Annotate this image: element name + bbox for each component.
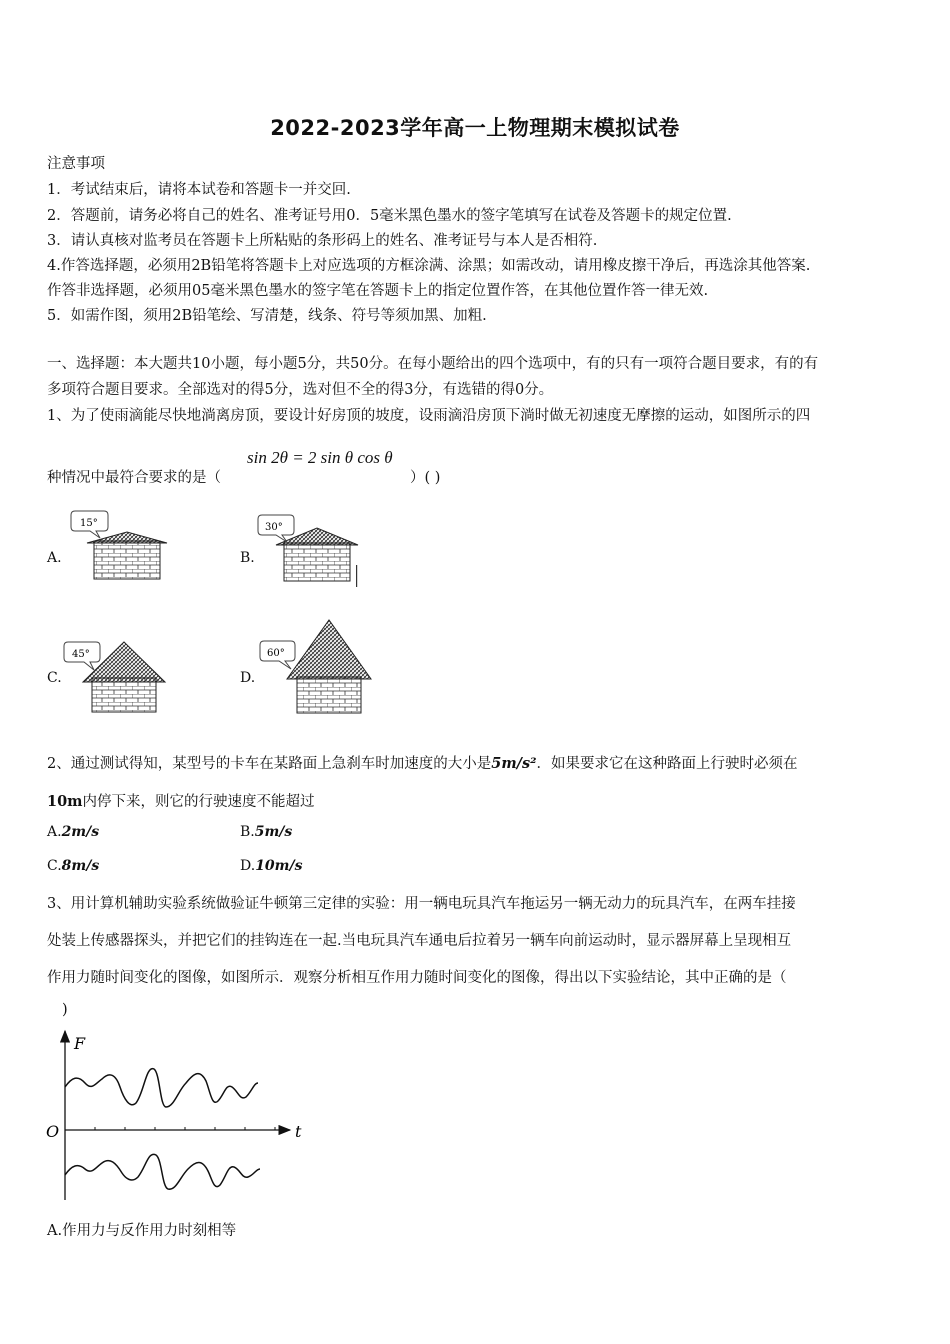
house-60-figure [255,615,380,720]
question-1-text: 1、为了使雨滴能尽快地淌离房顶，要设计好房顶的坡度，设雨滴沿房顶下淌时做无初速度无摩擦的运动，如图所示的四 [47,408,811,424]
question-2-text-pre: 2、通过测试得知，某型号的卡车在某路面上急刹车时加速度的大小是 [47,756,492,772]
q2-option-c-label: C. [47,858,62,874]
origin-label: O [46,1122,60,1141]
force-time-graph [40,1025,310,1210]
angle-60-label: 60° [267,648,285,659]
q2-option-b-value: 5m/s [254,824,293,840]
upper-force-curve [65,1069,258,1107]
page-title: 2022-2023学年高一上物理期末模拟试卷 [270,116,680,140]
q2-option-a-label: A. [47,824,62,840]
question-2-text-post: ．如果要求它在这种路面上行驶时必须在 [536,756,798,772]
house-15-figure [60,505,180,590]
formula: sin 2θ = 2 sin θ cos θ [247,448,393,467]
q2-option-c-value: 8m/s [61,858,100,874]
notice-item: 3．请认真核对监考员在答题卡上所粘贴的条形码上的姓名、准考证号与本人是否相符. [47,233,598,249]
acceleration-value: 5m/s² [491,755,537,772]
question-3-text: 3、用计算机辅助实验系统做验证牛顿第三定律的实验：用一辆电玩具汽车拖运另一辆无动力的玩具汽车，在两车挂接 [47,896,796,912]
question-3-text: 处装上传感器探头，并把它们的挂钩连在一起.当电玩具汽车通电后拉着另一辆车向前运动时，显示器屏幕上呈现相互 [47,933,792,949]
house-30-figure [250,505,370,590]
t-axis-label: t [295,1122,302,1141]
question-3-text: 作用力随时间变化的图像，如图所示．观察分析相互作用力随时间变化的图像，得出以下实验结论，其中正确的是（ [47,970,787,986]
question-1-text: 种情况中最符合要求的是（ [47,470,221,486]
q3-option-a: A.作用力与反作用力时刻相等 [47,1223,237,1239]
angle-45-label: 45° [72,649,90,660]
q2-option-b [240,824,292,840]
q2-option-a [47,824,99,840]
angle-15-label: 15° [80,518,98,529]
f-axis-label: F [74,1034,86,1053]
notice-item: 2．答题前，请务必将自己的姓名、准考证号用0．5毫米黑色墨水的签字笔填写在试卷及答题卡的规定位置. [47,208,732,224]
option-a-label: A. [47,550,62,566]
question-2-text [47,752,797,773]
question-3-bracket: ) [62,1002,68,1018]
q2-option-d-value: 10m/s [255,858,303,874]
q2-option-a-value: 2m/s [61,824,100,840]
lower-force-curve [65,1154,260,1189]
question-2-text-tail: 内停下来，则它的行驶速度不能超过 [82,794,315,810]
notice-item: 作答非选择题，必须用05毫米黑色墨水的签字笔在答题卡上的指定位置作答，在其他位置作答一律无效. [47,283,709,299]
q2-option-c [47,858,99,874]
q2-option-d-label: D. [240,858,256,874]
q2-option-d [240,858,302,874]
notice-item: 4.作答选择题，必须用2B铅笔将答题卡上对应选项的方框涂满、涂黑；如需改动，请用橡皮擦干净后，再选涂其他答案. [47,258,811,274]
distance-value: 10m [47,793,83,810]
notice-item: 1．考试结束后，请将本试卷和答题卡一并交回. [47,182,351,198]
option-c-label: C. [47,670,62,686]
question-1-bracket: ）( ) [410,470,441,486]
section-instructions: 一、选择题：本大题共10小题，每小题5分，共50分。在每小题给出的四个选项中，有的只有一项符合题目要求，有的有 [47,356,819,372]
notice-item: 5．如需作图，须用2B铅笔绘、写清楚，线条、符号等须加黑、加粗. [47,308,487,324]
question-2-text-line2 [47,790,315,811]
q2-option-b-label: B. [240,824,255,840]
angle-30-label: 30° [265,522,283,533]
house-45-figure [60,630,180,720]
notice-heading: 注意事项 [47,156,105,172]
option-b-label: B. [240,550,255,566]
section-instructions: 多项符合题目要求。全部选对的得5分，选对但不全的得3分，有选错的得0分。 [47,382,554,398]
option-d-label: D. [240,670,256,686]
